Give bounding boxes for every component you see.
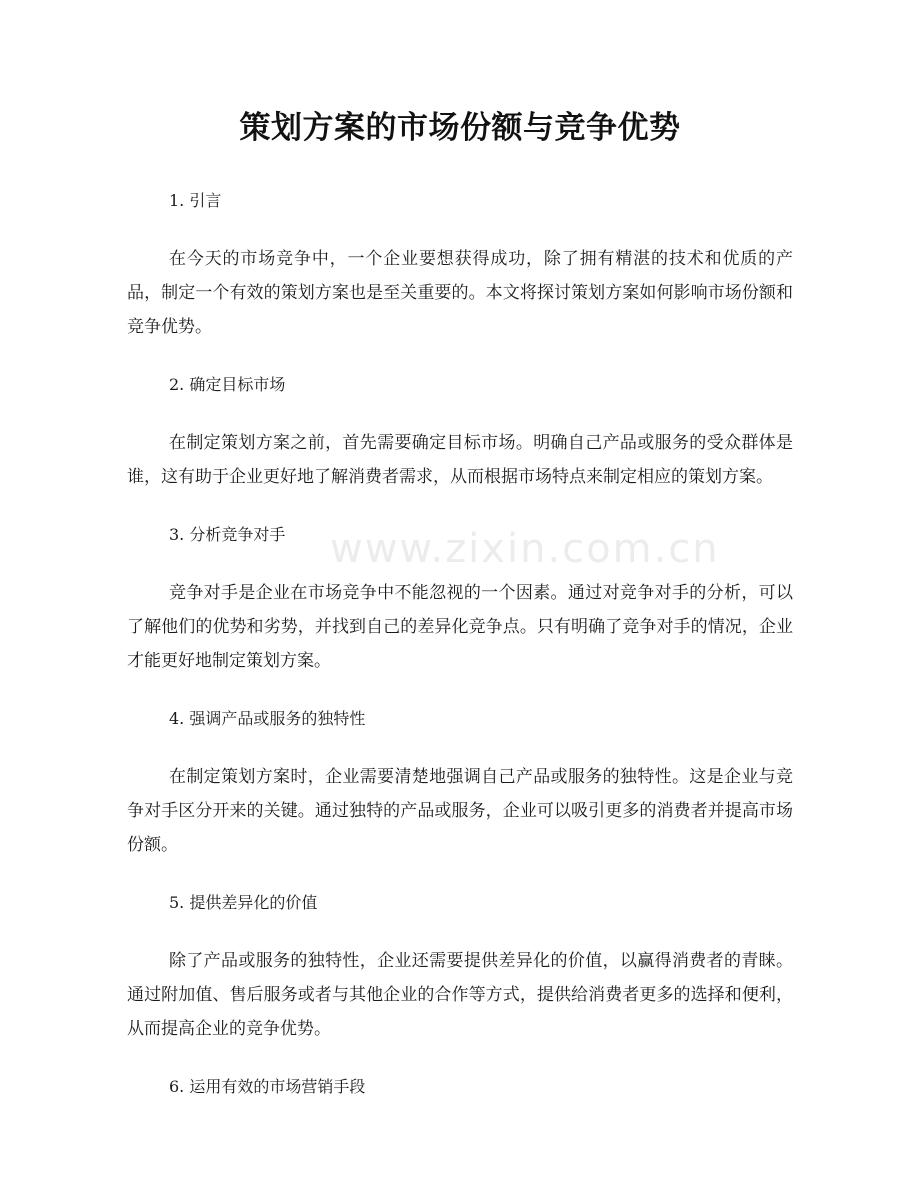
document-title: 策划方案的市场份额与竞争优势 bbox=[239, 110, 681, 146]
document-body bbox=[127, 184, 793, 1104]
section-heading-6: 6. 运用有效的市场营销手段 bbox=[169, 1077, 366, 1096]
section-paragraph-5: 除了产品或服务的独特性，企业还需要提供差异化的价值，以赢得消费者的青睐。通过附加值、售后服务或者与其他企业的合作等方式，提供给消费者更多的选择和便利，从而提高企业的竞争优势。 bbox=[127, 951, 793, 1039]
section-heading-5: 5. 提供差异化的价值 bbox=[169, 893, 318, 912]
section-heading-2: 2. 确定目标市场 bbox=[169, 375, 286, 394]
watermark: www.zixin.com.cn bbox=[330, 526, 720, 572]
section-heading-4: 4. 强调产品或服务的独特性 bbox=[169, 709, 366, 728]
section-heading-1: 1. 引言 bbox=[169, 191, 222, 210]
section-paragraph-4: 在制定策划方案时，企业需要清楚地强调自己产品或服务的独特性。这是企业与竞争对手区分开来的关键。通过独特的产品或服务，企业可以吸引更多的消费者并提高市场份额。 bbox=[127, 767, 793, 855]
section-paragraph-3: 竞争对手是企业在市场竞争中不能忽视的一个因素。通过对竞争对手的分析，可以了解他们的优势和劣势，并找到自己的差异化竞争点。只有明确了竞争对手的情况，企业才能更好地制定策划方案。 bbox=[127, 583, 793, 671]
section-paragraph-2: 在制定策划方案之前，首先需要确定目标市场。明确自己产品或服务的受众群体是谁，这有助于企业更好地了解消费者需求，从而根据市场特点来制定相应的策划方案。 bbox=[127, 433, 793, 487]
section-heading-3: 3. 分析竞争对手 bbox=[169, 525, 286, 544]
section-paragraph-1: 在今天的市场竞争中，一个企业要想获得成功，除了拥有精湛的技术和优质的产品，制定一个有效的策划方案也是至关重要的。本文将探讨策划方案如何影响市场份额和竞争优势。 bbox=[127, 249, 793, 337]
